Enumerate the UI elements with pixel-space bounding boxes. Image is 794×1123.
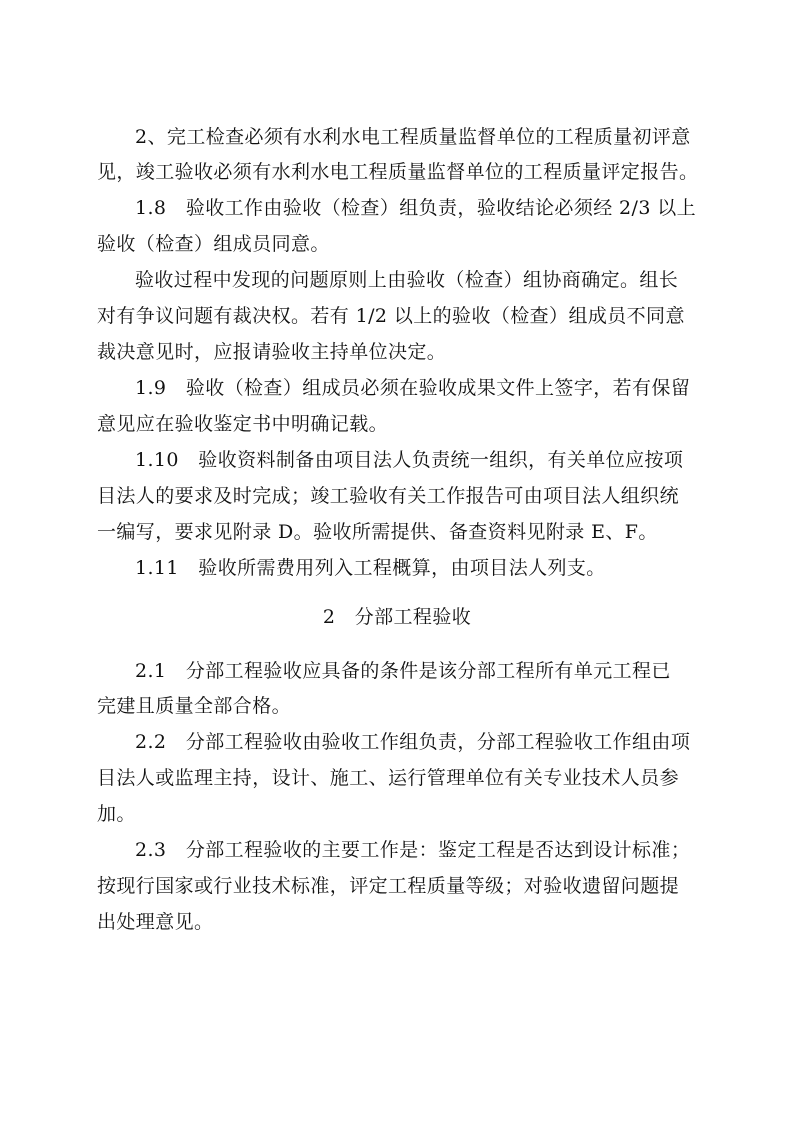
paragraph-line: 对有争议问题有裁决权。若有 1/2 以上的验收（检查）组成员不同意 [97, 305, 685, 327]
paragraph-line: 1.11 验收所需费用列入工程概算，由项目法人列支。 [135, 557, 606, 579]
paragraph-line: 见，竣工验收必须有水利水电工程质量监督单位的工程质量评定报告。 [97, 161, 699, 183]
paragraph-line: 1.9 验收（检查）组成员必须在验收成果文件上签字，若有保留 [135, 377, 691, 399]
section-heading: 2 分部工程验收 [322, 606, 472, 628]
paragraph-line: 目法人的要求及时完成；竣工验收有关工作报告可由项目法人组织统 [97, 485, 680, 507]
paragraph-line: 1.10 验收资料制备由项目法人负责统一组织，有关单位应按项 [135, 449, 684, 471]
paragraph-line: 意见应在验收鉴定书中明确记载。 [97, 413, 389, 435]
paragraph-line: 2、完工检查必须有水利水电工程质量监督单位的工程质量初评意 [135, 126, 691, 148]
paragraph-line: 目法人或监理主持，设计、施工、运行管理单位有关专业技术人员参 [97, 767, 680, 789]
paragraph-line: 按现行国家或行业技术标准，评定工程质量等级；对验收遗留问题提 [97, 875, 680, 897]
paragraph-line: 2.2 分部工程验收由验收工作组负责，分部工程验收工作组由项 [135, 731, 691, 753]
paragraph-line: 2.3 分部工程验收的主要工作是：鉴定工程是否达到设计标准； [135, 839, 691, 861]
paragraph-line: 验收过程中发现的问题原则上由验收（检查）组协商确定。组长 [135, 269, 679, 291]
paragraph-line: 出处理意见。 [97, 911, 214, 933]
paragraph-line: 加。 [97, 803, 136, 825]
paragraph-line: 1.8 验收工作由验收（检查）组负责，验收结论必须经 2/3 以上 [135, 197, 697, 219]
paragraph-line: 完建且质量全部合格。 [97, 695, 292, 717]
paragraph-line: 裁决意见时，应报请验收主持单位决定。 [97, 341, 447, 363]
paragraph-line: 一编写，要求见附录 D。验收所需提供、备查资料见附录 E、F。 [97, 521, 658, 543]
paragraph-line: 验收（检查）组成员同意。 [97, 233, 330, 255]
paragraph-line: 2.1 分部工程验收应具备的条件是该分部工程所有单元工程已 [135, 660, 671, 682]
